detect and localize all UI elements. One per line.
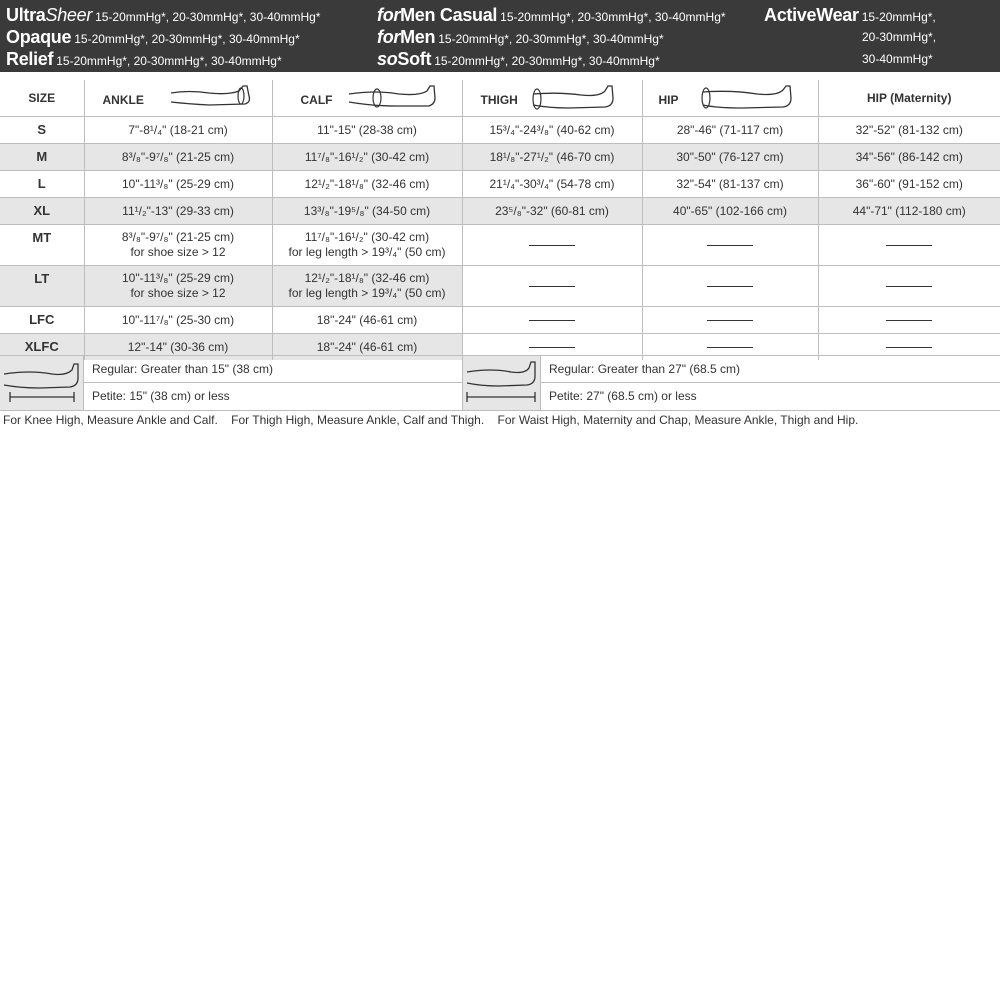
knee-regular-length: Regular: Greater than 15" (38 cm) (84, 356, 462, 383)
ankle-cell: 10"-11⁷/₈" (25-30 cm) (84, 306, 272, 333)
product-line-continued: 20-30mmHg*, (862, 30, 937, 44)
product-line: forMen 15-20mmHg*, 20-30mmHg*, 30-40mmHg* (377, 27, 664, 47)
thigh-length-figure (463, 356, 541, 410)
header-hip-maternity: HIP (Maternity) (818, 80, 1000, 116)
product-line: ActiveWear 15-20mmHg*, (764, 5, 936, 25)
calf-cell: 18"-24" (46-61 cm) (272, 333, 462, 360)
product-line-continued: 30-40mmHg* (862, 52, 933, 66)
table-row (0, 265, 1000, 306)
thigh-length-section (462, 355, 1000, 411)
not-applicable-dash (707, 320, 753, 321)
table-row (0, 306, 1000, 333)
hip-cell: 30"-50" (76-127 cm) (642, 143, 818, 170)
banner-column-3 (764, 4, 936, 70)
size-cell: LFC (0, 306, 84, 333)
thigh-length-icon (463, 356, 541, 410)
not-applicable-dash (707, 245, 753, 246)
table-row (0, 170, 1000, 197)
calf-cell: 11"-15" (28-38 cm) (272, 116, 462, 143)
waist-high-instruction: For Waist High, Maternity and Chap, Measure Ankle, Thigh and Hip. (497, 413, 859, 427)
leg-ankle-icon (169, 84, 255, 108)
size-cell: M (0, 143, 84, 170)
hip-maternity-cell-empty (818, 306, 1000, 333)
hip-cell-empty (642, 224, 818, 265)
calf-cell: 13³/₈"-19⁵/₈" (34-50 cm) (272, 197, 462, 224)
header-ankle: ANKLE (84, 80, 272, 116)
ankle-cell: 10"-11³/₈" (25-29 cm) (84, 170, 272, 197)
hip-cell: 28"-46" (71-117 cm) (642, 116, 818, 143)
knee-length-section (0, 355, 462, 411)
calf-cell: 11⁷/₈"-16¹/₂" (30-42 cm) for leg length > 19³/₄" (50 cm) (272, 224, 462, 265)
product-line: Relief 15-20mmHg*, 20-30mmHg*, 30-40mmHg* (6, 49, 282, 69)
knee-length-icon (0, 356, 84, 410)
hip-cell-empty (642, 265, 818, 306)
table-row (0, 224, 1000, 265)
table-header-row (0, 80, 1000, 116)
size-cell: MT (0, 224, 84, 265)
size-cell: XLFC (0, 333, 84, 360)
product-line: UltraSheer 15-20mmHg*, 20-30mmHg*, 30-40mmHg* (6, 5, 321, 25)
leg-thigh-icon (529, 84, 615, 112)
not-applicable-dash (529, 286, 575, 287)
leg-hip-icon (697, 84, 795, 112)
thigh-regular-length: Regular: Greater than 27" (68.5 cm) (541, 356, 1000, 383)
thigh-cell-empty (462, 306, 642, 333)
hip-cell-empty (642, 306, 818, 333)
header-thigh: THIGH (462, 80, 642, 116)
banner-column-1 (6, 4, 320, 70)
hip-cell: 32"-54" (81-137 cm) (642, 170, 818, 197)
leg-calf-icon (347, 84, 439, 110)
hip-maternity-cell: 36"-60" (91-152 cm) (818, 170, 1000, 197)
thigh-cell-empty (462, 265, 642, 306)
header-hip: HIP (642, 80, 818, 116)
hip-maternity-cell-empty (818, 224, 1000, 265)
measurement-instructions (3, 413, 868, 427)
banner-column-2 (377, 4, 726, 70)
thigh-cell-empty (462, 224, 642, 265)
hip-maternity-cell: 32"-52" (81-132 cm) (818, 116, 1000, 143)
size-table (0, 80, 1000, 360)
not-applicable-dash (886, 245, 932, 246)
ankle-cell: 7"-8¹/₄" (18-21 cm) (84, 116, 272, 143)
ankle-cell: 10"-11³/₈" (25-29 cm) for shoe size > 12 (84, 265, 272, 306)
product-line: forMen Casual 15-20mmHg*, 20-30mmHg*, 30-40mmHg* (377, 5, 726, 25)
calf-cell: 11⁷/₈"-16¹/₂" (30-42 cm) (272, 143, 462, 170)
header-calf: CALF (272, 80, 462, 116)
not-applicable-dash (886, 320, 932, 321)
thigh-cell: 18¹/₈"-27¹/₂" (46-70 cm) (462, 143, 642, 170)
ankle-cell: 12"-14" (30-36 cm) (84, 333, 272, 360)
knee-length-figure (0, 356, 84, 410)
thigh-cell: 15³/₄"-24³/₈" (40-62 cm) (462, 116, 642, 143)
not-applicable-dash (707, 347, 753, 348)
hip-maternity-cell: 34"-56" (86-142 cm) (818, 143, 1000, 170)
size-cell: LT (0, 265, 84, 306)
ankle-cell: 8³/₈"-9⁷/₈" (21-25 cm) (84, 143, 272, 170)
product-line: soSoft 15-20mmHg*, 20-30mmHg*, 30-40mmHg* (377, 49, 660, 69)
hip-maternity-cell-empty (818, 265, 1000, 306)
calf-cell: 12¹/₂"-18¹/₈" (32-46 cm) (272, 170, 462, 197)
not-applicable-dash (529, 320, 575, 321)
product-line: Opaque 15-20mmHg*, 20-30mmHg*, 30-40mmHg* (6, 27, 300, 47)
not-applicable-dash (886, 286, 932, 287)
table-row (0, 116, 1000, 143)
table-row (0, 143, 1000, 170)
header-size: SIZE (28, 90, 56, 105)
hip-maternity-cell: 44"-71" (112-180 cm) (818, 197, 1000, 224)
table-row (0, 197, 1000, 224)
size-cell: L (0, 170, 84, 197)
thigh-cell: 23⁵/₈"-32" (60-81 cm) (462, 197, 642, 224)
thigh-high-instruction: For Thigh High, Measure Ankle, Calf and Thigh. (231, 413, 485, 427)
ankle-cell: 8³/₈"-9⁷/₈" (21-25 cm) for shoe size > 12 (84, 224, 272, 265)
size-cell: S (0, 116, 84, 143)
knee-petite-length: Petite: 15" (38 cm) or less (92, 389, 230, 403)
product-banner (0, 0, 1000, 72)
thigh-cell: 21¹/₄"-30³/₄" (54-78 cm) (462, 170, 642, 197)
not-applicable-dash (529, 245, 575, 246)
size-cell: XL (0, 197, 84, 224)
not-applicable-dash (886, 347, 932, 348)
not-applicable-dash (707, 286, 753, 287)
calf-cell: 18"-24" (46-61 cm) (272, 306, 462, 333)
not-applicable-dash (529, 347, 575, 348)
thigh-petite-length: Petite: 27" (68.5 cm) or less (549, 389, 697, 403)
calf-cell: 12¹/₂"-18¹/₈" (32-46 cm) for leg length > 19³/₄" (50 cm) (272, 265, 462, 306)
hip-cell: 40"-65" (102-166 cm) (642, 197, 818, 224)
ankle-cell: 11¹/₂"-13" (29-33 cm) (84, 197, 272, 224)
knee-high-instruction: For Knee High, Measure Ankle and Calf. (3, 413, 218, 427)
